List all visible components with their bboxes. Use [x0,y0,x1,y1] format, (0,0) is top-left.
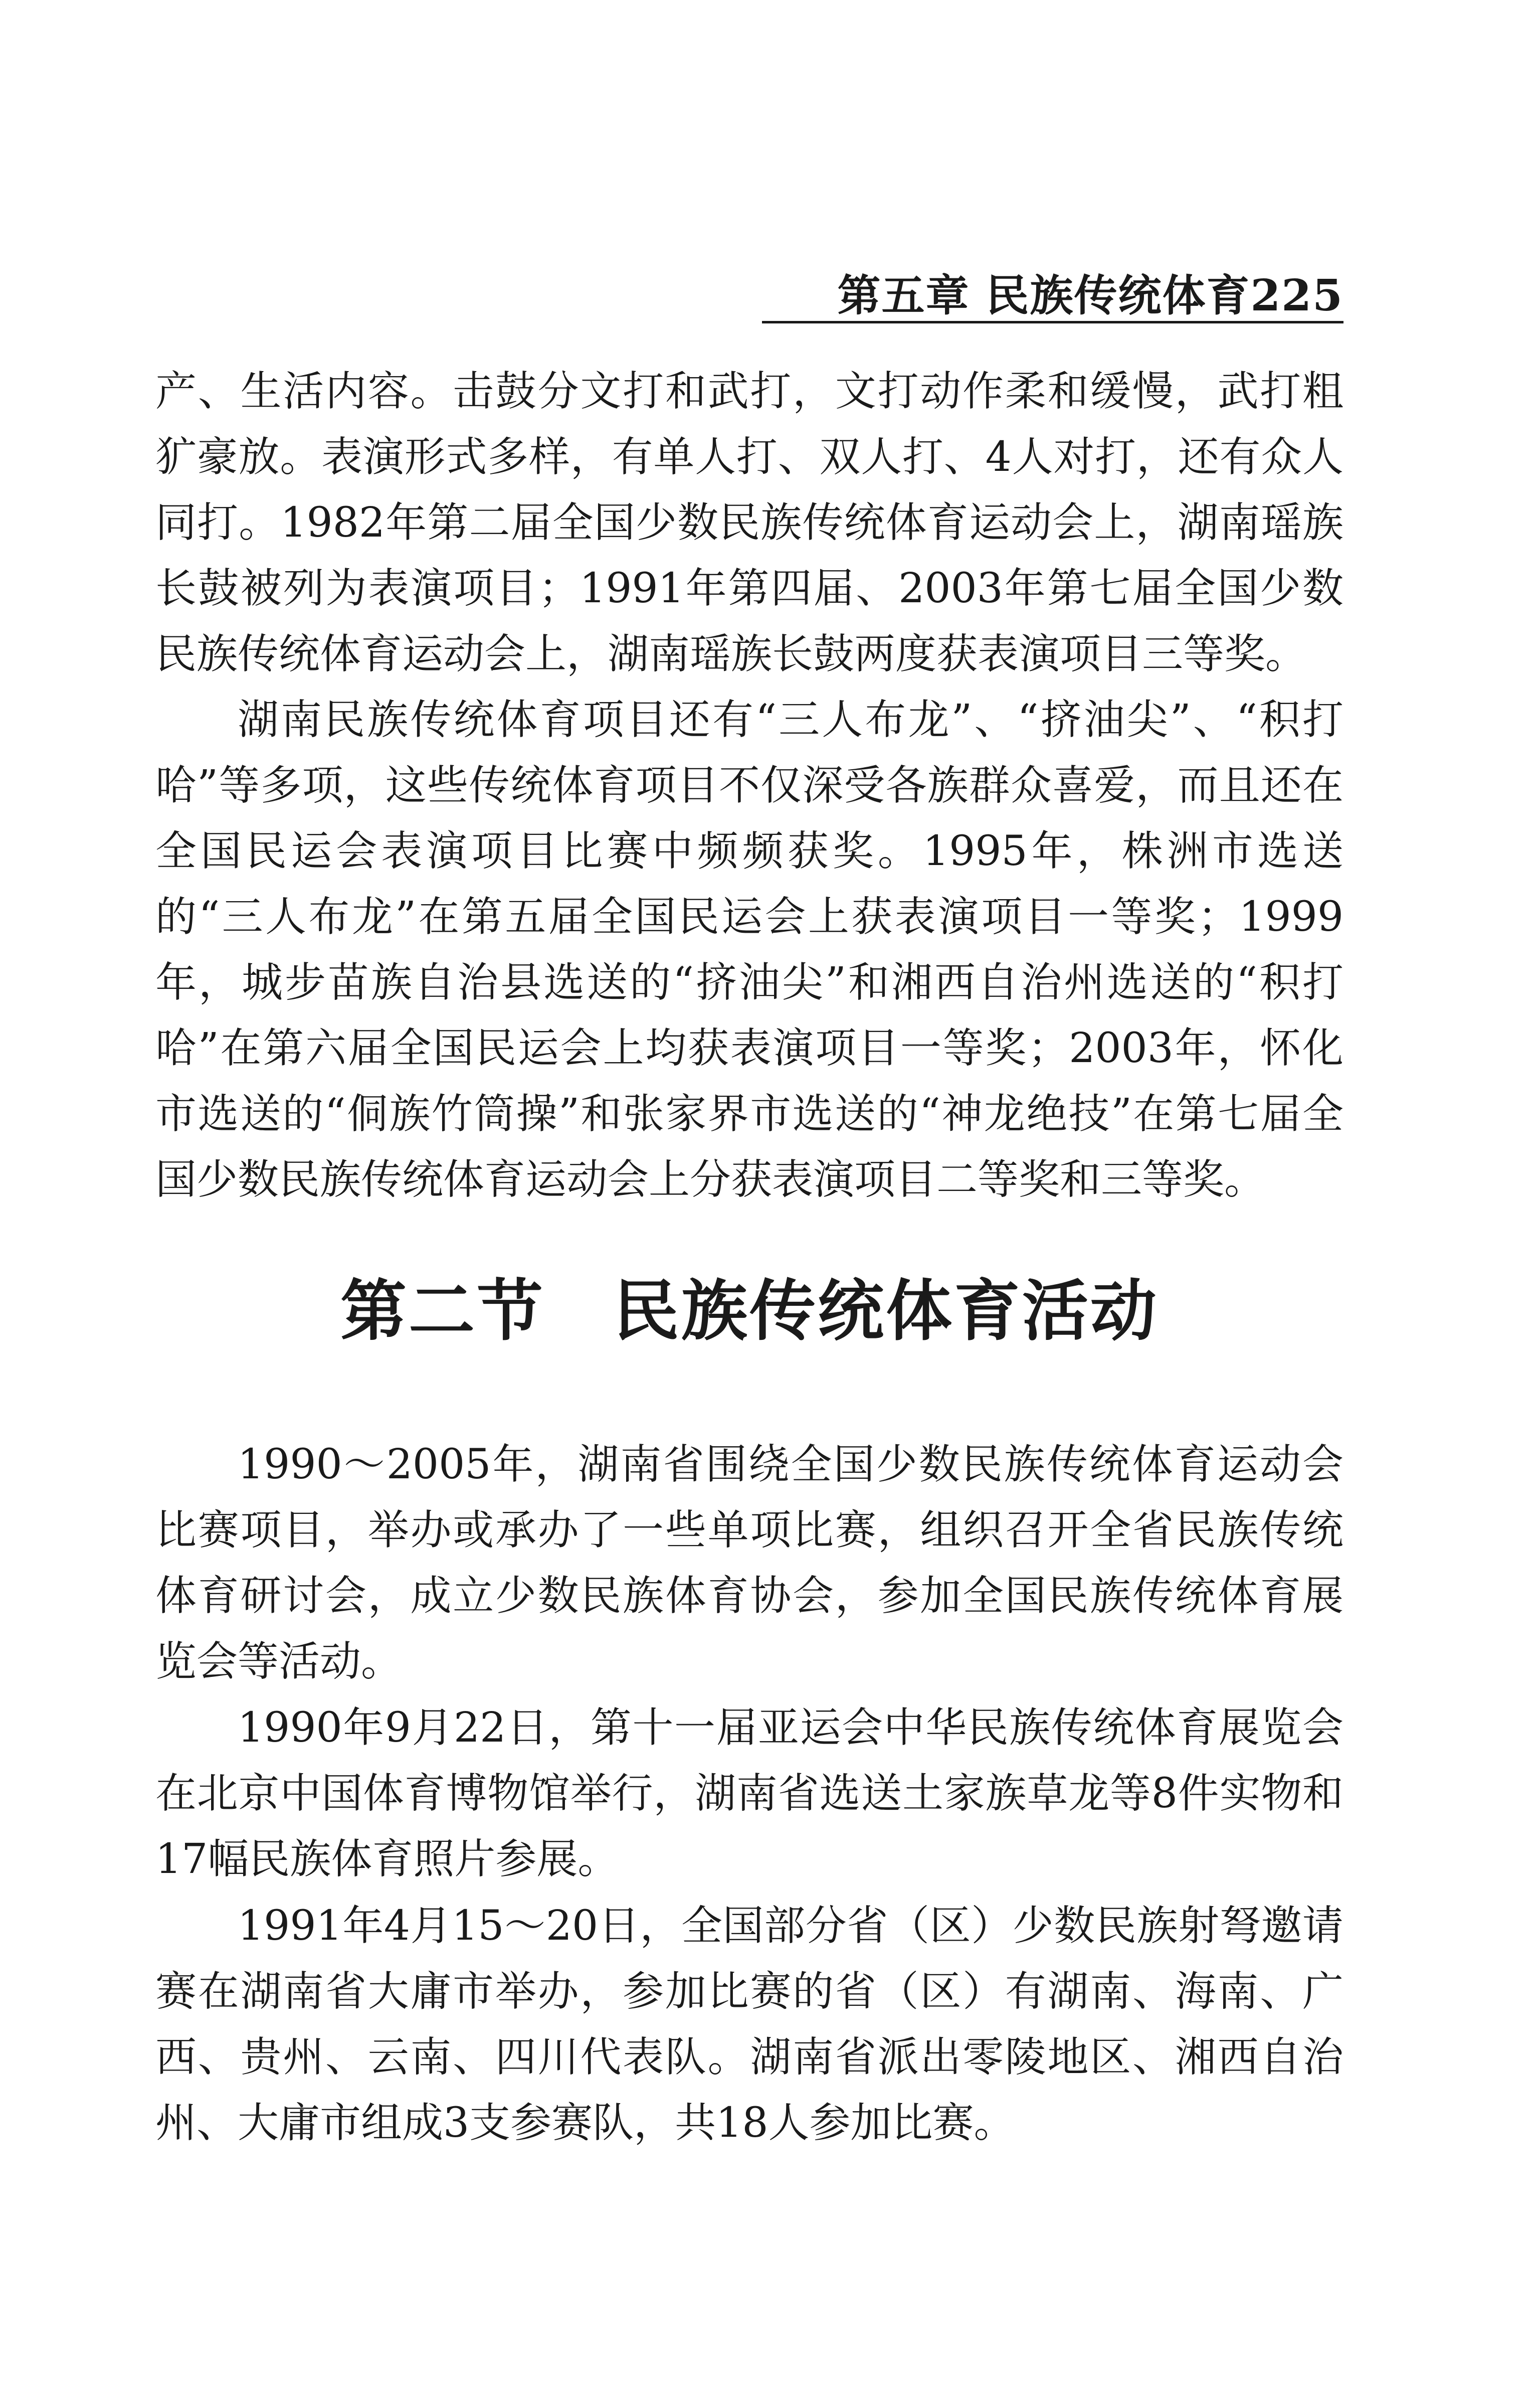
paragraph: 1991年4月15～20日，全国部分省（区）少数民族射弩邀请赛在湖南省大庸市举办，参加比赛的省（区）有湖南、海南、广西、贵州、云南、四川代表队。湖南省派出零陵地区、湘西自治州、大庸市组成3支参赛队，共18人参加比赛。 [155,1902,1343,2147]
paragraph-continued: 产、生活内容。击鼓分文打和武打，文打动作柔和缓慢，武打粗犷豪放。表演形式多样，有单人打、双人打、4人对打，还有众人同打。1982年第二届全国少数民族传统体育运动会上，湖南瑶族长鼓被列为表演项目；1991年第四届、2003年第七届全国少数民族传统体育运动会上，湖南瑶族长鼓两度获表演项目三等奖。 [155,368,1343,678]
header-rule [762,321,1343,323]
paragraph: 1990年9月22日，第十一届亚运会中华民族传统体育展览会在北京中国体育博物馆举行，湖南省选送土家族草龙等8件实物和17幅民族体育照片参展。 [155,1704,1343,1883]
paragraph: 1990～2005年，湖南省围绕全国少数民族传统体育运动会比赛项目，举办或承办了一些单项比赛，组织召开全省民族传统体育研讨会，成立少数民族体育协会，参加全国民族传统体育展览会等活动。 [155,1441,1343,1685]
paragraph: 湖南民族传统体育项目还有“三人布龙”、“挤油尖”、“积打哈”等多项，这些传统体育项目不仅深受各族群众喜爱，而且还在全国民运会表演项目比赛中频频获奖。1995年，株洲市选送的“三人布龙”在第五届全国民运会上获表演项目一等奖；1999年，城步苗族自治县选送的“挤油尖”和湘西自治州选送的“积打哈”在第六届全国民运会上均获表演项目一等奖；2003年，怀化市选送的“侗族竹筒操”和张家界市选送的“神龙绝技”在第七届全国少数民族传统体育运动会上分获表演项目二等奖和三等奖。 [155,696,1343,1204]
running-header: 第五章 民族传统体育225 [837,270,1343,321]
section-heading: 第二节 民族传统体育活动 [340,1272,1159,1350]
